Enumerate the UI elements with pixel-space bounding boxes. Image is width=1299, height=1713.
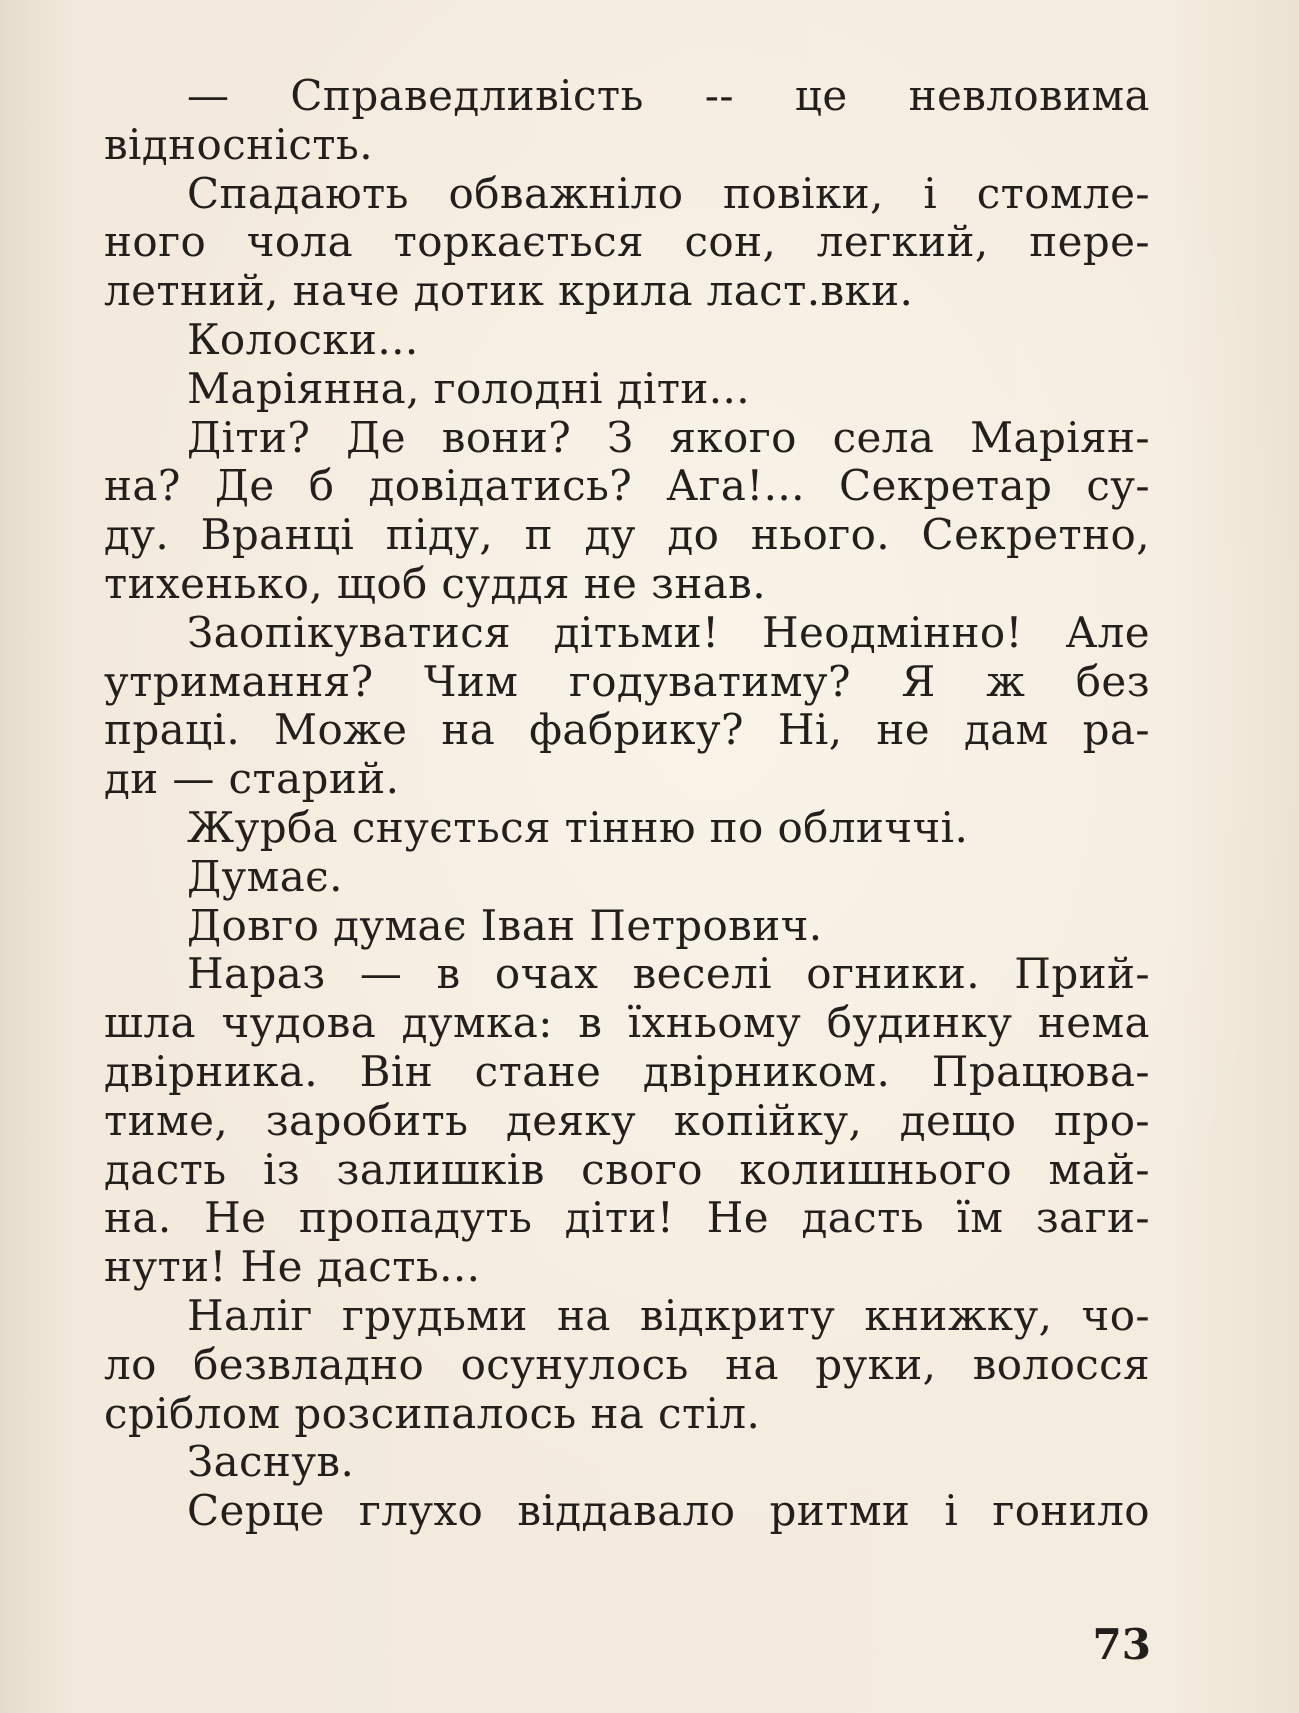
text-line: утримання? Чим годуватиму? Я ж без: [104, 656, 1150, 706]
text-line: ного чола торкається сон, легкий, пере-: [104, 217, 1150, 267]
text-line: відносність.: [104, 119, 373, 169]
text-line: Нараз — в очах веселі огники. Прий-: [187, 949, 1150, 999]
text-line: сріблом розсипалось на стіл.: [104, 1388, 761, 1438]
text-line: на? Де б довідатись? Ага!... Секретар су-: [104, 461, 1150, 511]
text-line: Серце глухо віддавало ритми і гонило: [187, 1486, 1150, 1536]
text-line: Думає.: [187, 851, 343, 901]
text-line: праці. Може на фабрику? Ні, не дам ра-: [104, 705, 1150, 755]
text-line: летний, наче дотик крила ласт.вки.: [104, 266, 914, 316]
text-line: Заопікуватися дітьми! Неодмінно! Але: [187, 607, 1150, 657]
text-line: Спадають обважніло повіки, і стомле-: [187, 168, 1150, 218]
text-line: Журба снується тінню по обличчі.: [187, 802, 969, 852]
text-line: Довго думає Іван Петрович.: [187, 900, 823, 950]
text-line: тиме, заробить деяку копійку, дещо про-: [104, 1095, 1150, 1145]
text-line: Заснув.: [187, 1437, 355, 1487]
text-line: Колоски...: [187, 314, 419, 364]
text-line: Діти? Де вони? З якого села Маріян-: [187, 412, 1150, 462]
text-line: тихенько, щоб суддя не знав.: [104, 558, 766, 608]
body-text: [104, 72, 1150, 1536]
text-line: шла чудова думка: в їхньому будинку нема: [104, 998, 1150, 1048]
text-line: ло безвладно осунулось на руки, волосся: [104, 1339, 1150, 1389]
text-line: дасть із залишків свого колишнього май-: [104, 1144, 1150, 1194]
text-line: — Справедливість -- це невловима: [187, 71, 1150, 120]
text-line: на. Не пропадуть діти! Не дасть їм заги-: [104, 1193, 1150, 1243]
text-line: Маріянна, голодні діти...: [187, 363, 751, 413]
text-line: ди — старий.: [104, 754, 400, 804]
text-line: двірника. Він стане двірником. Працюва-: [104, 1046, 1150, 1096]
text-line: Наліг грудьми на відкриту книжку, чо-: [187, 1290, 1150, 1340]
text-line: нути! Не дасть...: [104, 1242, 481, 1292]
page-number: 73: [1092, 1620, 1151, 1669]
text-line: ду. Вранці піду, п ду до нього. Секретно,: [104, 510, 1150, 560]
